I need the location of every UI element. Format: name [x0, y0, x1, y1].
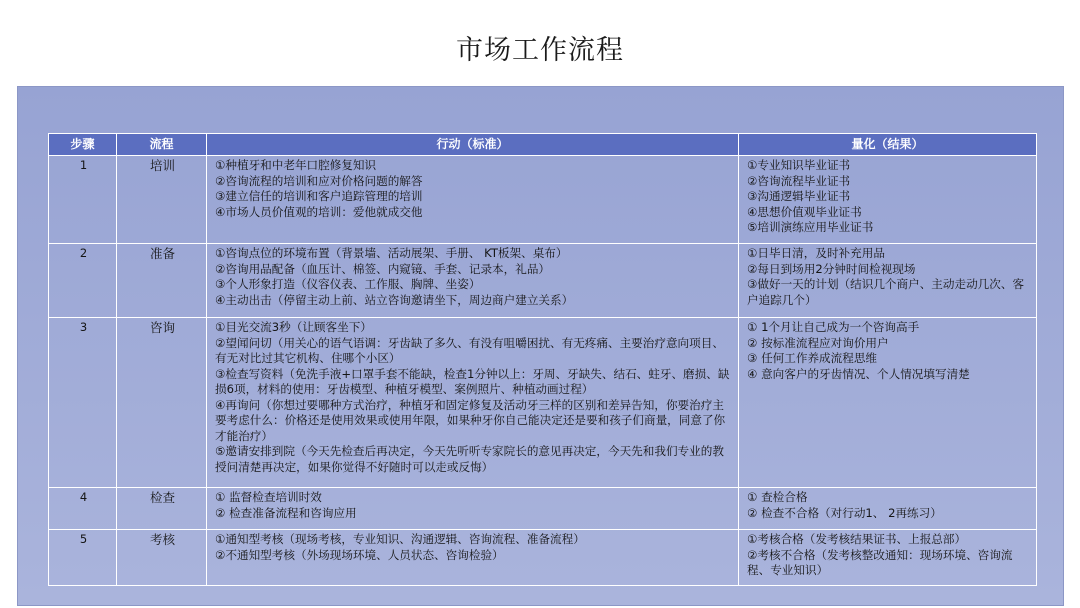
table-header-row	[49, 134, 1037, 156]
table-row	[49, 530, 1037, 586]
action-cell	[207, 488, 739, 530]
result-line: ①考核合格（发考核结果证书、上报总部）	[747, 532, 967, 546]
action-line: ⑤邀请安排到院（今天先检查后再决定，今天先听听专家院长的意见再决定，今天先和我们专业的教授问清楚再决定，如果你觉得不好随时可以走或反悔）	[215, 444, 724, 474]
result-line: ⑤培训演练应用毕业证书	[747, 220, 874, 234]
result-line: ③ 任何工作养成流程思维	[747, 351, 878, 365]
page-title: 市场工作流程	[456, 35, 624, 66]
action-line: ③个人形象打造（仪容仪表、工作服、胸牌、坐姿）	[215, 277, 481, 291]
workflow-table	[48, 133, 1037, 586]
table-row	[49, 244, 1037, 318]
result-line: ②每日到场用2分钟时间检视现场	[747, 261, 916, 276]
result-line: ②考核不合格（发考核整改通知：现场环境、咨询流程、专业知识）	[747, 547, 1013, 577]
process-cell: 咨询	[117, 318, 207, 488]
action-cell	[207, 530, 739, 586]
header-action: 行动（标准）	[207, 134, 739, 156]
action-line: ① 监督检查培训时效	[215, 490, 322, 504]
result-line: ④ 意向客户的牙齿情况、个人情况填写清楚	[747, 366, 970, 381]
result-line: ③沟通逻辑毕业证书	[747, 189, 851, 203]
result-cell	[739, 318, 1037, 488]
result-cell	[739, 488, 1037, 530]
action-line: ②咨询用品配备（血压计、棉签、内窥镜、手套、记录本，礼品）	[215, 261, 551, 276]
step-cell: 1	[49, 156, 117, 244]
step-cell: 3	[49, 318, 117, 488]
step-cell: 5	[49, 530, 117, 586]
action-line: ② 检查准备流程和咨询应用	[215, 505, 357, 520]
process-cell: 考核	[117, 530, 207, 586]
table-row	[49, 156, 1037, 244]
action-cell	[207, 318, 739, 488]
result-line: ④思想价值观毕业证书	[747, 204, 862, 219]
result-cell	[739, 244, 1037, 318]
result-line: ③做好一天的计划（结识几个商户、主动走动几次、客户追踪几个）	[747, 277, 1025, 307]
table-row	[49, 488, 1037, 530]
action-cell	[207, 244, 739, 318]
action-line: ②咨询流程的培训和应对价格问题的解答	[215, 173, 423, 188]
action-line: ①通知型考核（现场考核，专业知识、沟通逻辑、咨询流程、准备流程）	[215, 532, 585, 546]
action-line: ③检查写资料（免洗手液+口罩手套不能缺，检查1分钟以上：牙周、牙缺失、结石、蛀牙、磨损、缺损6项，材料的使用：牙齿模型、种植牙模型、案例照片、种植动画过程）	[215, 366, 730, 396]
action-line: ①咨询点位的环境布置（背景墙、活动展架、手册、 KT板架、桌布）	[215, 246, 568, 260]
header-step: 步骤	[49, 134, 117, 156]
action-cell	[207, 156, 739, 244]
header-process: 流程	[117, 134, 207, 156]
step-cell: 2	[49, 244, 117, 318]
action-line: ①目光交流3秒（让顾客坐下）	[215, 320, 372, 334]
step-cell: 4	[49, 488, 117, 530]
process-cell: 培训	[117, 156, 207, 244]
result-line: ② 检查不合格（对行动1、 2再练习）	[747, 505, 942, 520]
result-cell	[739, 530, 1037, 586]
result-line: ① 查检合格	[747, 490, 808, 504]
result-line: ①日毕日清，及时补充用品	[747, 246, 885, 260]
result-line: ②咨询流程毕业证书	[747, 173, 851, 188]
process-cell: 准备	[117, 244, 207, 318]
result-line: ② 按标准流程应对询价用户	[747, 335, 889, 350]
table-row	[49, 318, 1037, 488]
content-panel	[17, 86, 1064, 606]
header-result: 量化（结果）	[739, 134, 1037, 156]
action-line: ③建立信任的培训和客户追踪管理的培训	[215, 189, 423, 203]
action-line: ④市场人员价值观的培训：爱他就成交他	[215, 204, 423, 219]
action-line: ①种植牙和中老年口腔修复知识	[215, 158, 377, 172]
result-cell	[739, 156, 1037, 244]
action-line: ②望闻问切（用关心的语气语调：牙齿缺了多久、有没有咀嚼困扰、有无疼痛、主要治疗意向项目、有无对比过其它机构、住哪个小区）	[215, 335, 724, 365]
result-line: ① 1个月让自己成为一个咨询高手	[747, 320, 920, 334]
action-line: ④主动出击（停留主动上前、站立咨询邀请坐下，周边商户建立关系）	[215, 292, 574, 307]
process-cell: 检查	[117, 488, 207, 530]
action-line: ④再询问（你想过要哪种方式治疗，种植牙和固定修复及活动牙三样的区别和差异告知，你要治疗主要考虑什么：价格还是使用效果或使用年限，如果种牙你自己能决定还是要和孩子们商量，同意了你才能治疗）	[215, 397, 726, 443]
action-line: ②不通知型考核（外场现场环境、人员状态、咨询检验）	[215, 547, 504, 562]
result-line: ①专业知识毕业证书	[747, 158, 851, 172]
